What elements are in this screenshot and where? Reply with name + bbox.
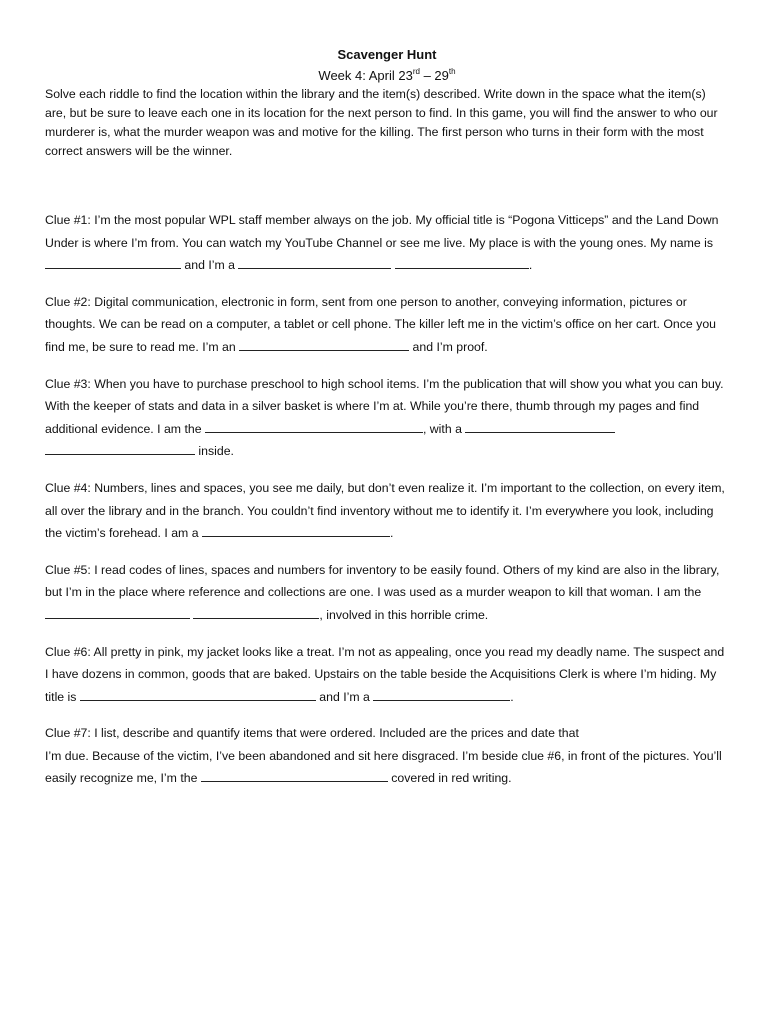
clue-2-text-2: and I’m proof. [409, 339, 488, 354]
week-sup-th: th [448, 67, 456, 76]
clue-6 [45, 641, 729, 709]
clue-2 [45, 291, 729, 359]
clue-5-text: Clue #5: I read codes of lines, spaces and numbers for inventory to be easily found. Others of my kind are also in the library, but I’m in the place where reference and collections are one. I was used as a murder weapon to kill that woman. I am the [45, 562, 720, 600]
clue-4-blank[interactable] [202, 524, 390, 537]
clue-3 [45, 373, 729, 463]
clue-4-text-2: . [389, 526, 394, 541]
clue-4-text: Clue #4: Numbers, lines and spaces, you see me daily, but don’t even realize it. I’m important to the collection, on every item, all over the library and in the branch. You couldn’t find inventory without me to identify it. I’m everywhere you look, including the victim’s forehead. I am a [45, 480, 725, 541]
clue-5 [45, 559, 729, 627]
clue-7-text: Clue #7: I list, describe and quantify items that were ordered. Included are the prices and date that [45, 726, 579, 741]
clue-3-text-4: inside. [195, 444, 234, 459]
clue-1-text-4: . [528, 258, 533, 273]
clue-7 [45, 722, 729, 790]
clue-3-item-blank-1[interactable] [465, 420, 615, 433]
clue-1-name-blank[interactable] [45, 256, 181, 269]
week-text-mid: – 29 [419, 68, 449, 83]
clue-7-blank[interactable] [201, 769, 388, 782]
clue-3-publication-blank[interactable] [205, 420, 423, 433]
clue-6-type-blank[interactable] [373, 688, 510, 701]
clue-5-blank-2[interactable] [193, 606, 319, 619]
clue-5-text-3: , involved in this horrible crime. [319, 607, 489, 622]
clue-7-text-2: I’m due. Because of the victim, I’ve been abandoned and sit here disgraced. I’m beside clue #6, in front of the pictures. You’ll easily recognize me, I’m the [45, 748, 722, 786]
clue-5-blank-1[interactable] [45, 606, 190, 619]
clue-3-item-blank-2[interactable] [45, 442, 195, 455]
clue-3-text-2: , with a [422, 421, 466, 436]
instructions-paragraph: Solve each riddle to find the location within the library and the item(s) described. Write down in the space what the item(s) are, but be sure to leave each one in its location for the next person to find. In this game, you will find the answer to who our murderer is, what the murder weapon was and motive for the killing. The first person who turns in their form with the most correct answers will be the winner. [45, 87, 718, 158]
clue-1-type-blank-1[interactable] [238, 256, 391, 269]
clue-6-text-3: . [510, 689, 514, 704]
clue-1 [45, 209, 729, 277]
page-title: Scavenger Hunt [337, 47, 437, 62]
clue-2-blank[interactable] [239, 338, 409, 351]
clue-1-text-2: and I’m a [181, 258, 239, 273]
week-text: Week 4: April 23 [318, 68, 413, 83]
clue-2-text: Clue #2: Digital communication, electronic in form, sent from one person to another, conveying information, pictures or thoughts. We can be read on a computer, a tablet or cell phone. The killer left me in the victim’s office on her cart. Once you find me, be sure to read me. I’m an [45, 294, 717, 354]
clue-1-text: Clue #1: I’m the most popular WPL staff member always on the job. My official title is “Pogona Vitticeps” and the Land Down Under is where I’m from. You can watch my YouTube Channel or see me live. My place is with the young ones. My name is [45, 213, 719, 250]
worksheet [45, 46, 729, 790]
clue-6-text: Clue #6: All pretty in pink, my jacket looks like a treat. I’m not as appealing, once you read my deadly name. The suspect and I have dozens in common, goods that are baked. Upstairs on the table beside the Acquisitions Clerk is where I’m hiding. My title is [45, 644, 725, 704]
week-subtitle [45, 67, 729, 85]
clue-6-text-2: and I’m a [315, 689, 374, 704]
clue-3-text: Clue #3: When you have to purchase preschool to high school items. I’m the publication that will show you what you can buy. With the keeper of stats and data in a silver basket is where I’m at. While you’re there, thumb through my pages and find additional evidence. I am the [45, 376, 724, 436]
clue-6-title-blank[interactable] [80, 688, 316, 701]
week-sup-rd: rd [412, 67, 420, 76]
clue-7-text-3: covered in red writing. [387, 771, 512, 786]
clue-4 [45, 477, 729, 545]
clue-1-type-blank-2[interactable] [395, 256, 529, 269]
